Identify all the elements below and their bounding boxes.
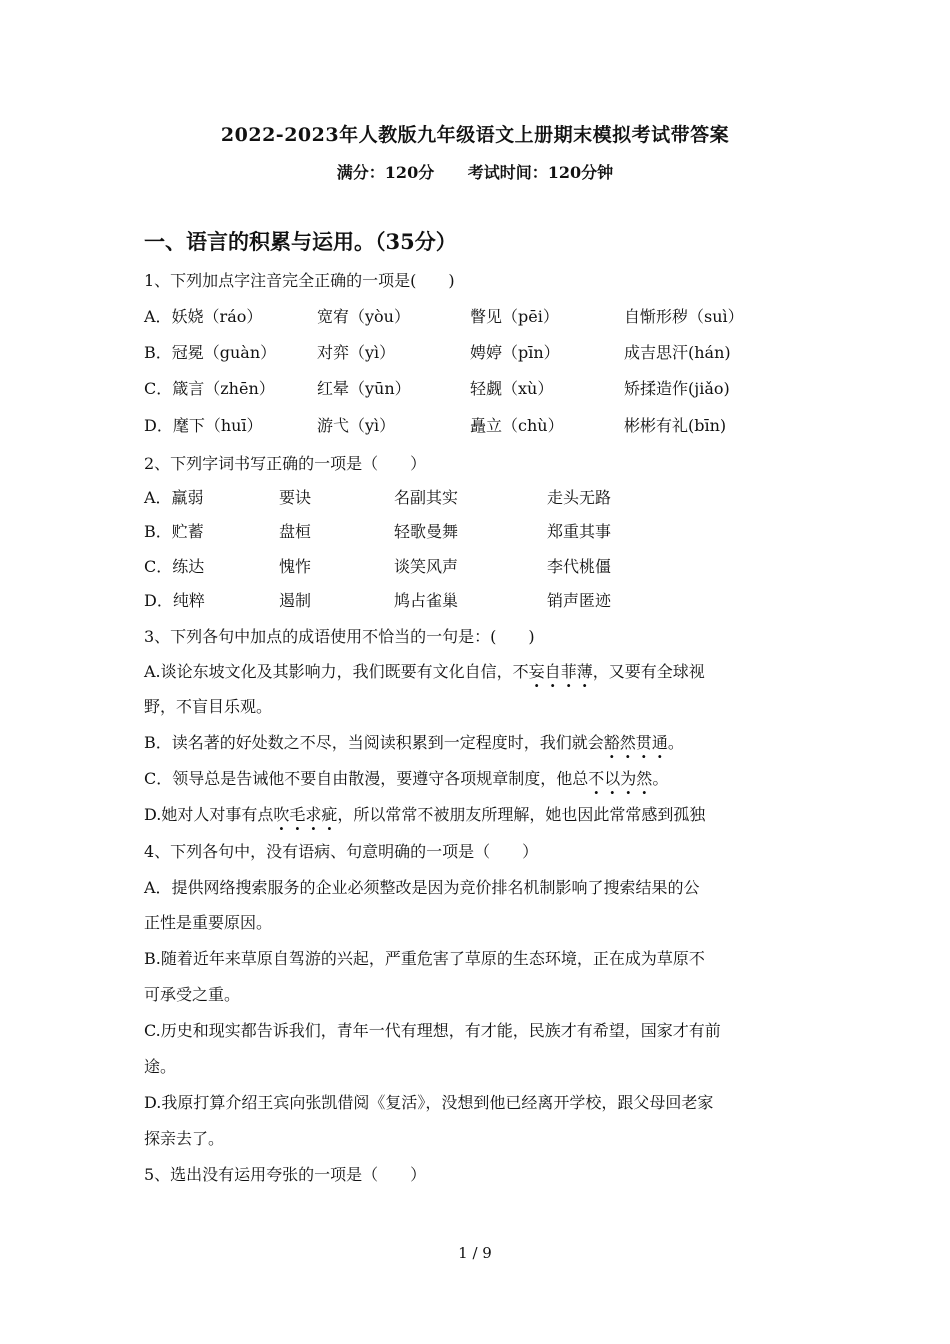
dotted-idiom (529, 662, 593, 681)
dotted-idiom (588, 769, 652, 788)
document-title: 2022-2023年人教版九年级语文上册期末模拟考试带答案 (220, 124, 730, 146)
dotted-char: 然 (636, 769, 653, 788)
option-cell: B．贮蓄 (144, 522, 204, 541)
question-3-stem: 3、下列各句中加点的成语使用不恰当的一句是：( ) (144, 627, 535, 646)
text-segment: B．读名著的好处数之不尽，当阅读积累到一定程度时，我们就会 (144, 733, 604, 752)
option-cell: 宽宥（yòu） (317, 307, 410, 326)
question-4-option-b-cont: 可承受之重。 (144, 985, 241, 1004)
option-cell: 轻歌曼舞 (394, 522, 459, 541)
option-cell: C．练达 (144, 557, 205, 576)
text-segment: ，又要有全球视 (592, 662, 705, 681)
dotted-char: 然 (619, 733, 636, 752)
text-segment: 。 (667, 733, 684, 752)
option-cell: 红晕（yūn） (317, 379, 411, 398)
question-4-option-d: D.我原打算介绍王宾向张凯借阅《复活》，没想到他已经离开学校，跟父母回老家 (144, 1093, 714, 1112)
option-cell: D．纯粹 (144, 591, 205, 610)
section-heading: 一、语言的积累与运用。（35分） (144, 229, 457, 254)
option-cell: 自惭形秽（suì） (624, 307, 744, 326)
question-4-stem: 4、下列各句中，没有语病、句意明确的一项是（ ） (144, 842, 539, 861)
question-1-stem: 1、下列加点字注音完全正确的一项是( ) (144, 271, 455, 290)
question-4-option-a-cont: 正性是重要原因。 (144, 913, 273, 932)
text-segment: D.她对人对事有点 (144, 805, 274, 824)
option-cell: 名副其实 (394, 488, 459, 507)
text-segment: C．领导总是告诫他不要自由散漫，要遵守各项规章制度，他总 (144, 769, 589, 788)
dotted-char: 以 (604, 769, 621, 788)
dotted-char: 通 (651, 733, 668, 752)
option-cell: 盘桓 (279, 522, 312, 541)
option-cell: 轻觑（xù） (470, 379, 554, 398)
option-cell: A．妖娆（ráo） (144, 307, 263, 326)
dotted-char: 为 (620, 769, 637, 788)
dotted-char: 薄 (576, 662, 593, 681)
question-5-stem: 5、选出没有运用夸张的一项是（ ） (144, 1165, 427, 1184)
question-4-option-b: B.随着近年来草原自驾游的兴起，严重危害了草原的生态环境，正在成为草原不 (144, 949, 705, 968)
option-cell: 矫揉造作(jiǎo) (624, 379, 730, 398)
dotted-char: 疵 (321, 805, 338, 824)
dotted-char: 贯 (635, 733, 652, 752)
option-cell: D．麾下（huī） (144, 416, 263, 435)
question-4-option-c: C.历史和现实都告诉我们，青年一代有理想，有才能，民族才有希望，国家才有前 (144, 1021, 721, 1040)
dotted-char: 不 (588, 769, 605, 788)
question-4-option-c-cont: 途。 (144, 1057, 177, 1076)
option-cell: 要诀 (279, 488, 312, 507)
option-cell: A．羸弱 (144, 488, 204, 507)
question-3-option-a-cont: 野，不盲目乐观。 (144, 697, 273, 716)
dotted-idiom (273, 805, 337, 824)
option-cell: 游弋（yì） (317, 416, 396, 435)
question-2-stem: 2、下列字词书写正确的一项是（ ） (144, 454, 427, 473)
page-number: 1 / 9 (458, 1244, 492, 1262)
option-cell: 彬彬有礼(bīn) (624, 416, 727, 435)
option-cell: 郑重其事 (547, 522, 612, 541)
dotted-char: 吹 (273, 805, 290, 824)
question-3-option-d (144, 802, 705, 825)
dotted-idiom (604, 733, 668, 752)
option-cell: 娉婷（pīn） (470, 343, 560, 362)
text-segment: ，所以常常不被朋友所理解，她也因此常常感到孤独 (337, 805, 706, 824)
option-cell: C．箴言（zhēn） (144, 379, 275, 398)
option-cell: 李代桃僵 (547, 557, 612, 576)
dotted-char: 毛 (289, 805, 306, 824)
question-4-option-a: A．提供网络搜索服务的企业必须整改是因为竞价排名机制影响了搜索结果的公 (144, 878, 700, 897)
option-cell: 走头无路 (547, 488, 612, 507)
option-cell: 谈笑风声 (394, 557, 459, 576)
option-cell: 成吉思汗(hán) (624, 343, 731, 362)
dotted-char: 豁 (603, 733, 620, 752)
option-cell: 遏制 (279, 591, 312, 610)
option-cell: 瞥见（pēi） (470, 307, 559, 326)
question-4-option-d-cont: 探亲去了。 (144, 1129, 225, 1148)
option-cell: 鸠占雀巢 (394, 591, 459, 610)
option-cell: 销声匿迹 (547, 591, 612, 610)
question-3-option-c (144, 766, 668, 789)
dotted-char: 妄 (528, 662, 545, 681)
option-cell: 矗立（chù） (470, 416, 564, 435)
dotted-char: 菲 (560, 662, 577, 681)
full-score: 满分：120分 (336, 163, 435, 182)
option-cell: 愧怍 (279, 557, 312, 576)
option-cell: 对弈（yì） (317, 343, 396, 362)
exam-info (0, 160, 950, 183)
exam-time: 考试时间：120分钟 (467, 163, 614, 182)
question-3-option-a (144, 659, 705, 682)
dotted-char: 求 (305, 805, 322, 824)
text-segment: 。 (652, 769, 669, 788)
dotted-char: 自 (544, 662, 561, 681)
option-cell: B．冠冕（guàn） (144, 343, 277, 362)
question-3-option-b (144, 730, 684, 753)
text-segment: A.谈论东坡文化及其影响力，我们既要有文化自信，不 (144, 662, 529, 681)
